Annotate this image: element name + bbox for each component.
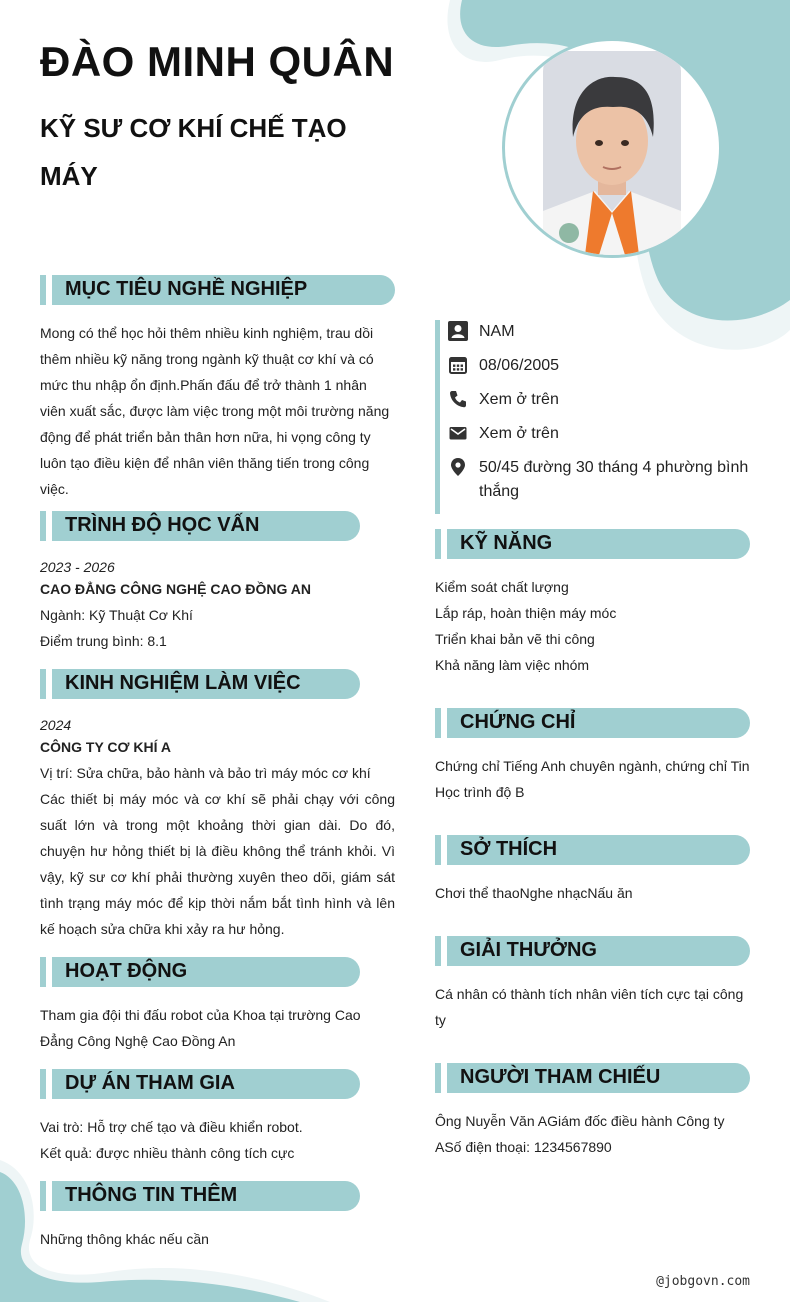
experience-period: 2024: [40, 717, 72, 733]
additional-heading: [40, 1181, 360, 1211]
experience-heading: [40, 669, 360, 699]
contact-email: Xem ở trên: [479, 425, 559, 442]
awards-heading: [435, 936, 750, 966]
activities-text: Tham gia đội thi đấu robot của Khoa tại trường Cao Đẳng Công Nghệ Cao Đồng An: [40, 1007, 361, 1049]
avatar: [505, 41, 719, 255]
projects-heading-label: DỰ ÁN THAM GIA: [65, 1072, 235, 1094]
location-pin-icon: [448, 457, 468, 477]
education-heading-label: TRÌNH ĐỘ HỌC VẤN: [65, 514, 260, 536]
education-school: CAO ĐẲNG CÔNG NGHỆ CAO ĐỒNG AN: [40, 581, 311, 597]
contact-phone-row: [448, 388, 768, 412]
contact-address: 50/45 đường 30 tháng 4 phường bình thắng: [479, 459, 749, 500]
contact-info: [435, 320, 768, 514]
contact-phone: Xem ở trên: [479, 391, 559, 408]
skill-item: Lắp ráp, hoàn thiện máy móc: [435, 605, 617, 621]
education-major: Ngành: Kỹ Thuật Cơ Khí: [40, 607, 193, 623]
hobbies-text: Chơi thể thaoNghe nhạcNấu ăn: [435, 885, 633, 901]
projects-heading: [40, 1069, 360, 1099]
contact-email-row: [448, 422, 768, 446]
experience-company: CÔNG TY CƠ KHÍ A: [40, 739, 171, 755]
skill-item: Kiểm soát chất lượng: [435, 579, 569, 595]
skill-item: Triển khai bản vẽ thi công: [435, 631, 595, 647]
candidate-name: ĐÀO MINH QUÂN: [40, 38, 395, 85]
experience-heading-label: KINH NGHIỆM LÀM VIỆC: [65, 672, 301, 694]
references-text: Ông Nuyễn Văn AGiám đốc điều hành Công ty ASố điện thoại: 1234567890: [435, 1113, 725, 1155]
phone-icon: [448, 389, 468, 409]
hobbies-heading-label: SỞ THÍCH: [460, 838, 558, 860]
objective-heading: [40, 275, 395, 305]
activities-heading: [40, 957, 360, 987]
certificates-text: Chứng chỉ Tiếng Anh chuyên ngành, chứng chỉ Tin Học trình độ B: [435, 758, 750, 800]
person-icon: [448, 321, 468, 341]
hobbies-heading: [435, 835, 750, 865]
certificates-heading-label: CHỨNG CHỈ: [460, 711, 576, 733]
awards-heading-label: GIẢI THƯỞNG: [460, 939, 597, 961]
education-period: 2023 - 2026: [40, 559, 115, 575]
activities-heading-label: HOẠT ĐỘNG: [65, 960, 188, 982]
calendar-icon: [448, 355, 468, 375]
objective-text: Mong có thể học hỏi thêm nhiều kinh nghiệm, trau dồi thêm nhiều kỹ năng trong ngành kỹ thuật cơ khí và có mức thu nhập ổn định.Phấn đấu để trở thành 1 nhân viên xuất sắc, được làm việc trong một môi trường năng động để phát triển bản thân hơn nữa, hi vọng công ty luôn tạo điều kiện để nhân viên thăng tiến trong công việc.: [40, 325, 390, 497]
profile-photo: [502, 38, 722, 258]
education-gpa: Điểm trung bình: 8.1: [40, 633, 167, 649]
awards-text: Cá nhân có thành tích nhân viên tích cực tại công ty: [435, 986, 744, 1028]
contact-birthday-row: [448, 354, 768, 378]
contact-gender-row: [448, 320, 768, 344]
references-heading-label: NGƯỜI THAM CHIẾU: [460, 1066, 661, 1088]
skills-heading-label: KỸ NĂNG: [460, 532, 553, 554]
objective-heading-label: MỤC TIÊU NGHỀ NGHIỆP: [65, 278, 308, 300]
additional-heading-label: THÔNG TIN THÊM: [65, 1184, 238, 1206]
job-title: KỸ SƯ CƠ KHÍ CHẾ TẠO MÁY: [40, 113, 347, 191]
skills-heading: [435, 529, 750, 559]
contact-address-row: [448, 456, 768, 504]
contact-gender: NAM: [479, 323, 515, 340]
experience-description: Các thiết bị máy móc và cơ khí sẽ phải chạy với công suất lớn và trong một khoảng thời gian dài. Do đó, chuyện hư hỏng thiết bị là điều không thể tránh khỏi. Vì vậy, kỹ sư cơ khí phải thường xuyên theo dõi, giám sát tình trạng máy móc để kịp thời nắm bắt tình hình và lên kế hoạch sửa chữa khi xảy ra hư hỏng.: [40, 791, 395, 937]
watermark: @jobgovn.com: [656, 1274, 750, 1289]
experience-position: Vị trí: Sửa chữa, bảo hành và bảo trì máy móc cơ khí: [40, 765, 371, 781]
education-heading: [40, 511, 360, 541]
certificates-heading: [435, 708, 750, 738]
projects-role: Vai trò: Hỗ trợ chế tạo và điều khiển robot.: [40, 1119, 303, 1135]
contact-birthday: 08/06/2005: [479, 357, 560, 374]
references-heading: [435, 1063, 750, 1093]
projects-result: Kết quả: được nhiều thành công tích cực: [40, 1145, 295, 1161]
skill-item: Khả năng làm việc nhóm: [435, 657, 590, 673]
additional-text: Những thông khác nếu cần: [40, 1231, 209, 1247]
email-icon: [448, 423, 468, 443]
